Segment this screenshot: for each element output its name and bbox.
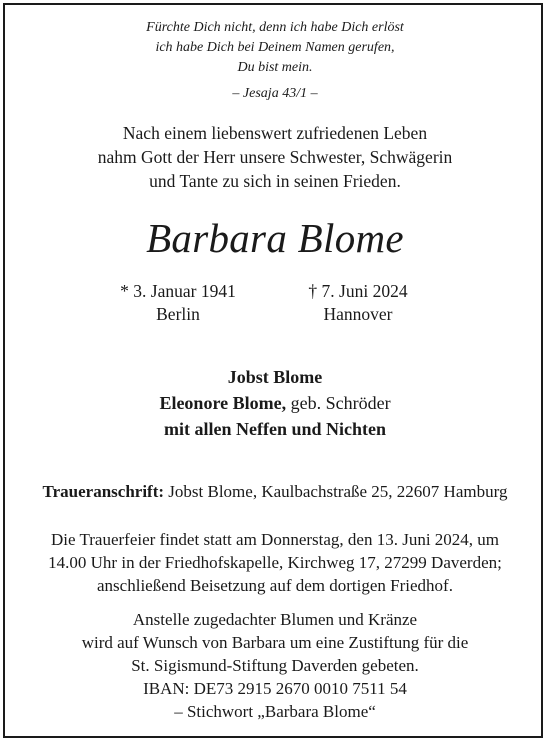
birth-place: Berlin	[156, 304, 200, 324]
donation-keyword: – Stichwort „Barbara Blome“	[174, 702, 376, 721]
address-text: Jobst Blome, Kaulbachstraße 25, 22607 Hamburg	[164, 482, 508, 501]
ceremony-line: Die Trauerfeier findet statt am Donnerstag, den 13. Juni 2024, um	[50, 530, 500, 549]
verse-line: ich habe Dich bei Deinem Namen gerufen,	[155, 40, 395, 55]
ceremony-line: 14.00 Uhr in der Friedhofskapelle, Kirchweg 17, 27299 Daverden;	[48, 553, 502, 572]
donation-iban: IBAN: DE73 2915 2670 0010 7511 54	[143, 679, 407, 698]
mourner-birth-name: geb. Schröder	[286, 393, 391, 413]
verse-line: Du bist mein.	[237, 60, 313, 75]
address-label: Traueranschrift:	[42, 482, 165, 501]
mourner-line: mit allen Neffen und Nichten	[164, 419, 386, 439]
donation-line: Anstelle zugedachter Blumen und Kränze	[132, 610, 418, 629]
verse-reference: – Jesaja 43/1 –	[232, 86, 318, 101]
bible-verse	[0, 18, 550, 104]
intro-line: nahm Gott der Herr unsere Schwester, Schwägerin	[97, 147, 453, 167]
death-date: † 7. Juni 2024	[308, 281, 408, 301]
intro-text	[0, 121, 550, 193]
birth-info	[78, 280, 278, 326]
verse-line: Fürchte Dich nicht, denn ich habe Dich erlöst	[146, 20, 404, 35]
mourners	[0, 364, 550, 442]
donation-line: wird auf Wunsch von Barbara um eine Zustiftung für die	[81, 633, 469, 652]
intro-line: und Tante zu sich in seinen Frieden.	[149, 171, 401, 191]
ceremony-line: anschließend Beisetzung auf dem dortigen Friedhof.	[97, 576, 453, 595]
mourning-address	[0, 481, 550, 503]
deceased-name: Barbara Blome	[146, 215, 404, 261]
ceremony-info	[0, 528, 550, 597]
donation-info	[0, 608, 550, 723]
mourner-line	[0, 390, 550, 416]
donation-line: St. Sigismund-Stiftung Daverden gebeten.	[131, 656, 419, 675]
death-place: Hannover	[323, 304, 393, 324]
birth-date: * 3. Januar 1941	[120, 281, 236, 301]
mourner-line: Jobst Blome	[227, 367, 323, 387]
mourner-name: Eleonore Blome,	[159, 393, 287, 413]
death-info	[258, 280, 458, 326]
intro-line: Nach einem liebenswert zufriedenen Leben	[122, 123, 428, 143]
